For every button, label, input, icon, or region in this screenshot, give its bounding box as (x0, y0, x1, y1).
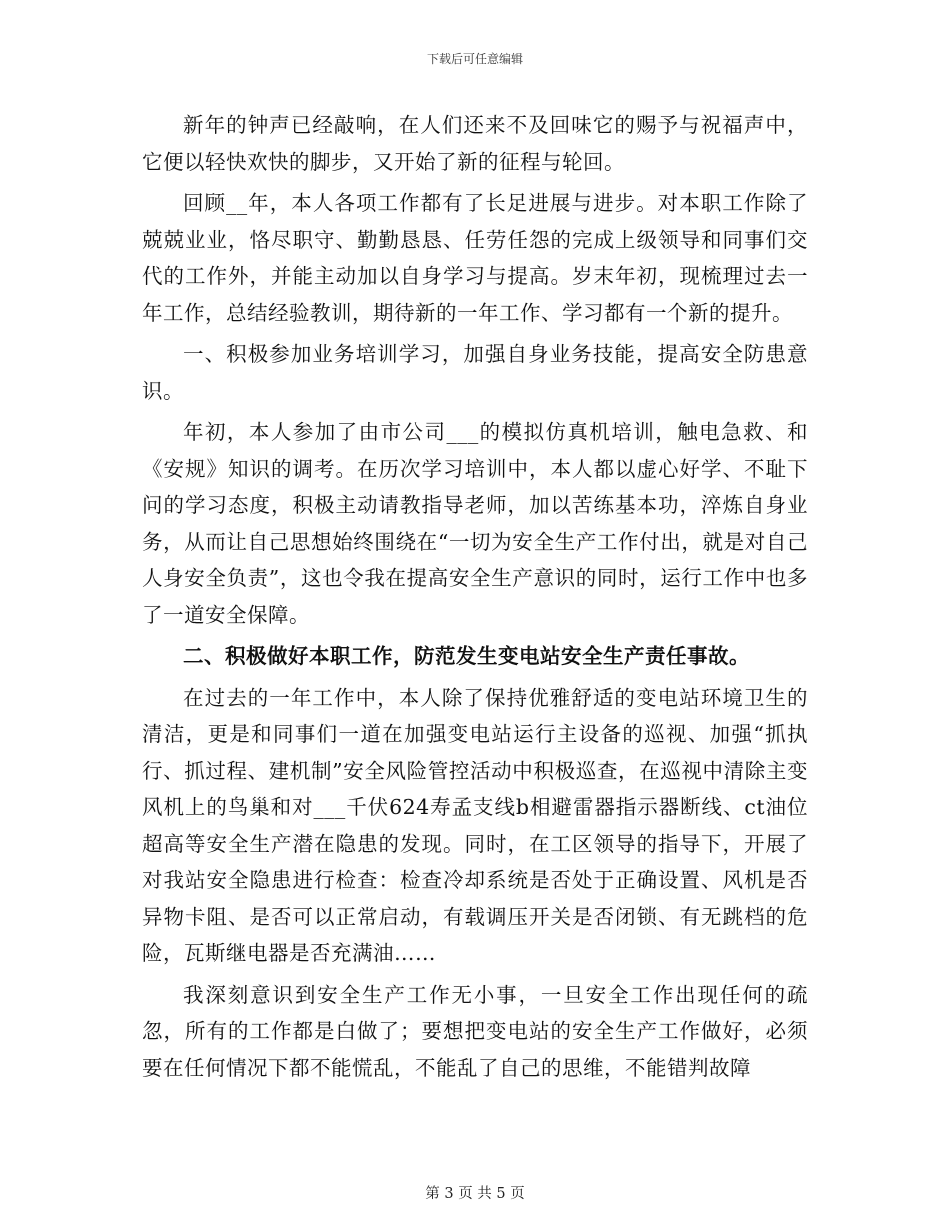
paragraph-safety-awareness: 我深刻意识到安全生产工作无小事，一旦安全工作出现任何的疏忽，所有的工作都是白做了；要想把变电站的安全生产工作做好，必须要在任何情况下都不能慌乱，不能乱了自己的思维，不能错判故障 (142, 982, 808, 1080)
section-heading-training: 一、积极参加业务培训学习，加强自身业务技能，提高安全防患意识。 (142, 342, 808, 403)
paragraph-new-year: 新年的钟声已经敲响，在人们还来不及回味它的赐予与祝福声中，它便以轻快欢快的脚步，又开始了新的征程与轮回。 (142, 113, 808, 174)
paragraph-training: 年初，本人参加了由市公司___的模拟仿真机培训，触电急救、和《安规》知识的调考。在历次学习培训中，本人都以虚心好学、不耻下问的学习态度，积极主动请教指导老师，加以苦练基本功，淬炼自身业务，从而让自己思想始终围绕在“一切为安全生产工作付出，就是对自己人身安全负责”，这也令我在提高安全生产意识的同时，运行工作中也多了一道安全保障。 (142, 420, 808, 627)
section-heading-duty: 二、积极做好本职工作，防范发生变电站安全生产责任事故。 (183, 644, 750, 668)
page-header-note: 下载后可任意编辑 (426, 52, 523, 66)
paragraph-duty: 在过去的一年工作中，本人除了保持优雅舒适的变电站环境卫生的清洁，更是和同事们一道在加强变电站运行主设备的巡视、加强“抓执行、抓过程、建机制”安全风险管控活动中积极巡查，在巡视中清除主变风机上的鸟巢和对___千伏624寿孟支线b相避雷器指示器断线、ct油位超高等安全生产潜在隐患的发现。同时，在工区领导的指导下，开展了对我站安全隐患进行检查：检查冷却系统是否处于正确设置、风机是否异物卡阻、是否可以正常启动，有载调压开关是否闭锁、有无跳档的危险，瓦斯继电器是否充满油…… (142, 685, 808, 965)
page-number: 第 3 页 共 5 页 (425, 1186, 525, 1202)
document-body (142, 107, 808, 1091)
paragraph-review: 回顾__年，本人各项工作都有了长足进展与进步。对本职工作除了兢兢业业，恪尽职守、勤勤恳恳、任劳任怨的完成上级领导和同事们交代的工作外，并能主动加以自身学习与提高。岁末年初，现梳理过去一年工作，总结经验教训，期待新的一年工作、学习都有一个新的提升。 (142, 191, 808, 325)
